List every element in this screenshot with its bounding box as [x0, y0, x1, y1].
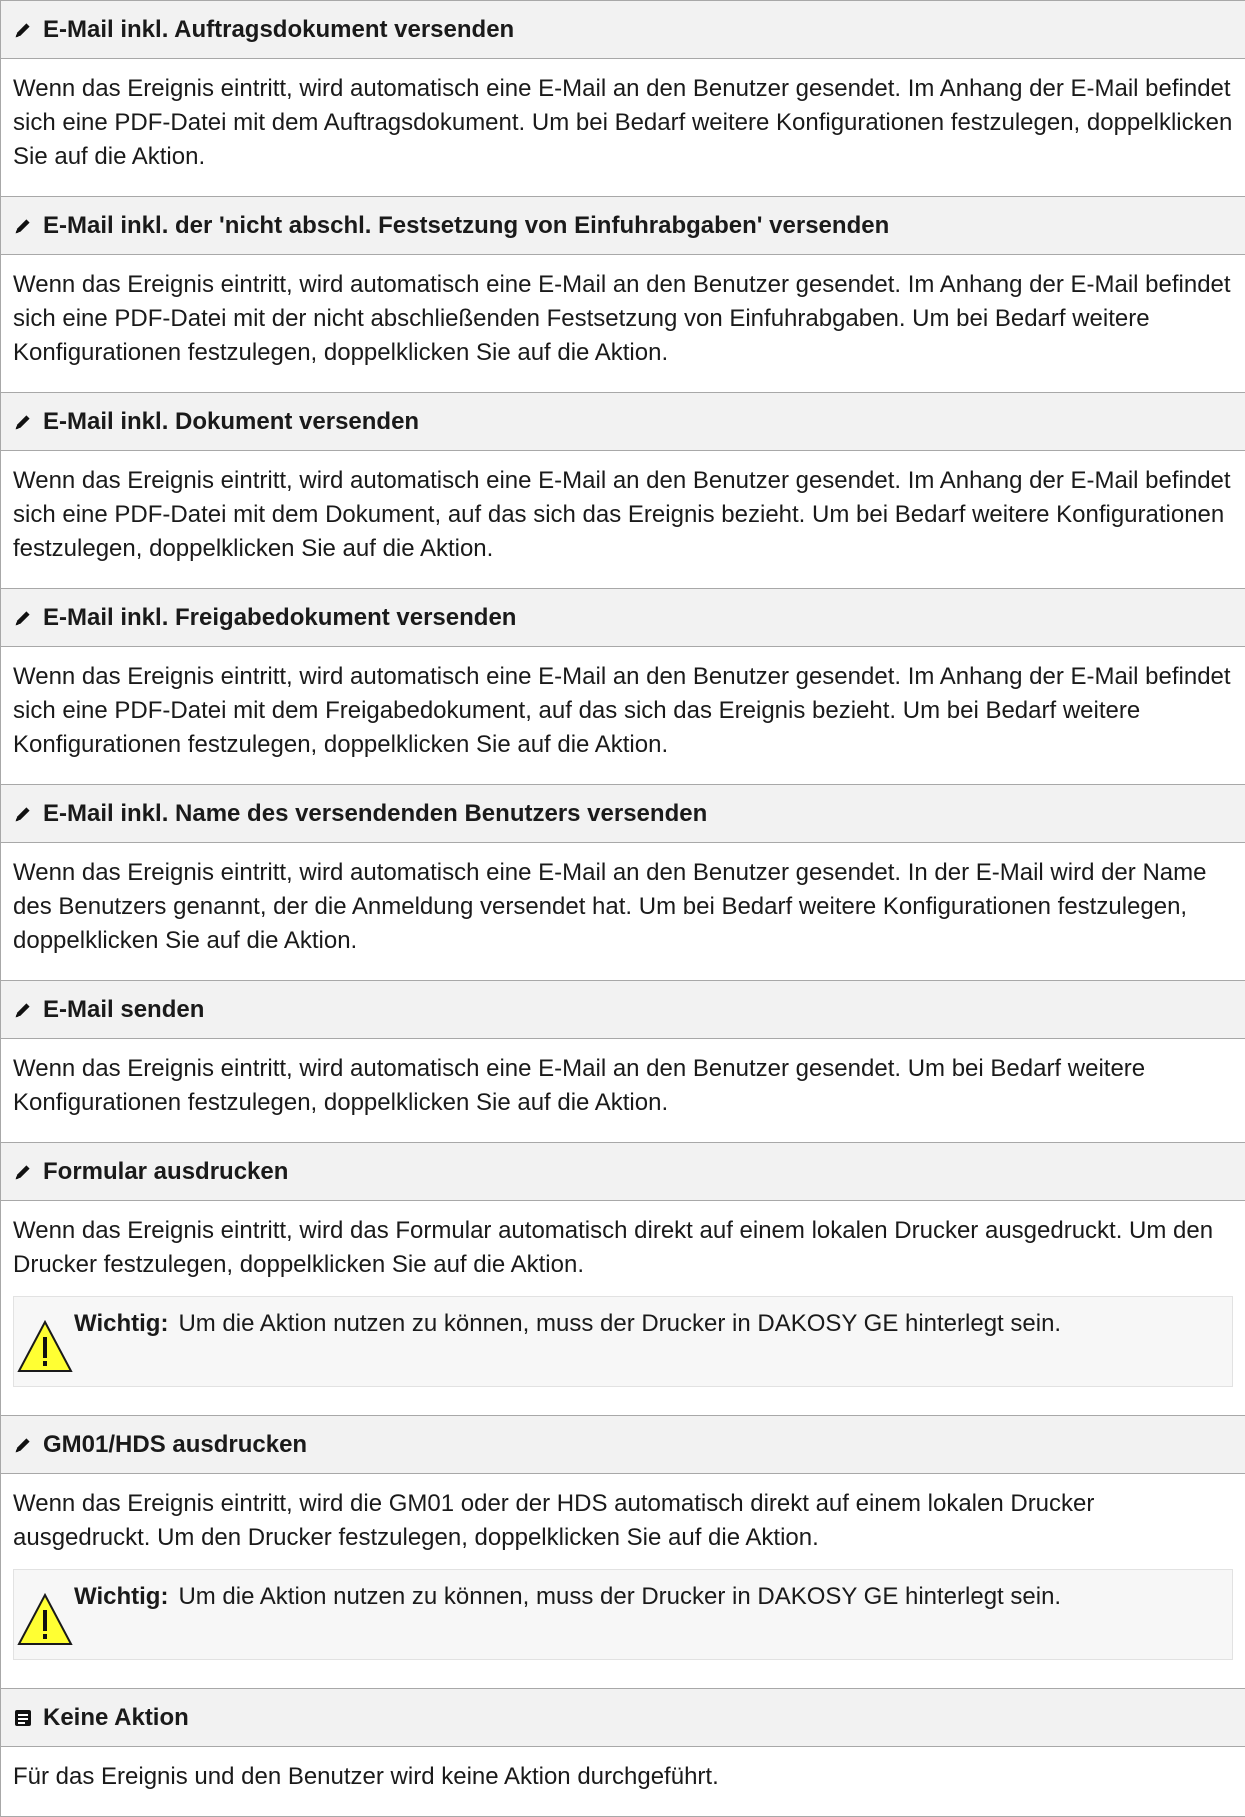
- action-header[interactable]: [1, 1143, 1245, 1201]
- pencil-icon: [13, 803, 35, 825]
- action-description: [1, 1039, 1245, 1143]
- action-description: [1, 1474, 1245, 1689]
- action-text: Wenn das Ereignis eintritt, wird automatisch eine E-Mail an den Benutzer gesendet. Im Anhang der E-Mail befindet sich eine PDF-Datei mit dem Auftragsdokument. Um bei Bedarf weitere Konfigurationen festzulegen, doppelklicken Sie auf die Aktion.: [13, 75, 1233, 170]
- action-header[interactable]: [1, 981, 1245, 1039]
- pencil-icon: [13, 411, 35, 433]
- action-title: E-Mail inkl. Name des versendenden Benutzers versenden: [43, 799, 708, 827]
- note-label: Wichtig:: [74, 1310, 169, 1337]
- action-description: [1, 255, 1245, 393]
- action-title: GM01/HDS ausdrucken: [43, 1430, 308, 1458]
- note-label: Wichtig:: [74, 1583, 169, 1610]
- warning-icon: [16, 1592, 74, 1648]
- action-header[interactable]: [1, 393, 1245, 451]
- important-note: [13, 1296, 1233, 1387]
- pencil-icon: [13, 607, 35, 629]
- warning-icon: [16, 1319, 74, 1375]
- action-title: Keine Aktion: [43, 1703, 189, 1731]
- pencil-icon: [13, 1434, 35, 1456]
- action-title: E-Mail inkl. Freigabedokument versenden: [43, 603, 517, 631]
- action-description: [1, 1201, 1245, 1416]
- action-text: Wenn das Ereignis eintritt, wird die GM01 oder der HDS automatisch direkt auf einem lokalen Drucker ausgedruckt. Um den Drucker festzulegen, doppelklicken Sie auf die Aktion.: [13, 1490, 1095, 1551]
- action-title: E-Mail senden: [43, 995, 205, 1023]
- action-description: [1, 1747, 1245, 1817]
- pencil-icon: [13, 999, 35, 1021]
- action-text: Wenn das Ereignis eintritt, wird automatisch eine E-Mail an den Benutzer gesendet. Im Anhang der E-Mail befindet sich eine PDF-Datei mit dem Freigabedokument, auf das sich das Ereignis bezieht. Um bei Bedarf weitere Konfigurationen festzulegen, doppelklicken Sie auf die Aktion.: [13, 663, 1231, 758]
- note-icon: [13, 1707, 35, 1729]
- action-description: [1, 59, 1245, 197]
- action-header[interactable]: [1, 1416, 1245, 1474]
- action-title: E-Mail inkl. Dokument versenden: [43, 407, 420, 435]
- note-text: Um die Aktion nutzen zu können, muss der Drucker in DAKOSY GE hinterlegt sein.: [178, 1310, 1062, 1337]
- note-text: Um die Aktion nutzen zu können, muss der Drucker in DAKOSY GE hinterlegt sein.: [178, 1583, 1062, 1610]
- pencil-icon: [13, 1161, 35, 1183]
- pencil-icon: [13, 19, 35, 41]
- action-text: Wenn das Ereignis eintritt, wird automatisch eine E-Mail an den Benutzer gesendet. In der E-Mail wird der Name des Benutzers genannt, der die Anmeldung versendet hat. Um bei Bedarf weitere Konfigurationen festzulegen, doppelklicken Sie auf die Aktion.: [13, 859, 1207, 954]
- important-note: [13, 1569, 1233, 1660]
- action-text: Wenn das Ereignis eintritt, wird automatisch eine E-Mail an den Benutzer gesendet. Im Anhang der E-Mail befindet sich eine PDF-Datei mit der nicht abschließenden Festsetzung von Einfuhrabgaben. Um bei Bedarf weitere Konfigurationen festzulegen, doppelklicken Sie auf die Aktion.: [13, 271, 1231, 366]
- action-description: [1, 647, 1245, 785]
- action-header[interactable]: [1, 197, 1245, 255]
- action-title: Formular ausdrucken: [43, 1157, 289, 1185]
- action-description: [1, 843, 1245, 981]
- action-text: Wenn das Ereignis eintritt, wird automatisch eine E-Mail an den Benutzer gesendet. Im Anhang der E-Mail befindet sich eine PDF-Datei mit dem Dokument, auf das sich das Ereignis bezieht. Um bei Bedarf weitere Konfigurationen festzulegen, doppelklicken Sie auf die Aktion.: [13, 467, 1231, 562]
- action-header[interactable]: [1, 589, 1245, 647]
- action-header[interactable]: [1, 785, 1245, 843]
- action-text: Für das Ereignis und den Benutzer wird keine Aktion durchgeführt.: [13, 1763, 719, 1790]
- action-title: E-Mail inkl. Auftragsdokument versenden: [43, 15, 515, 43]
- action-description: [1, 451, 1245, 589]
- action-header[interactable]: [1, 1, 1245, 59]
- action-text: Wenn das Ereignis eintritt, wird automatisch eine E-Mail an den Benutzer gesendet. Um bei Bedarf weitere Konfigurationen festzulegen, doppelklicken Sie auf die Aktion.: [13, 1055, 1146, 1116]
- action-header[interactable]: [1, 1689, 1245, 1747]
- pencil-icon: [13, 215, 35, 237]
- action-text: Wenn das Ereignis eintritt, wird das Formular automatisch direkt auf einem lokalen Drucker ausgedruckt. Um den Drucker festzulegen, doppelklicken Sie auf die Aktion.: [13, 1217, 1214, 1278]
- action-title: E-Mail inkl. der 'nicht abschl. Festsetzung von Einfuhrabgaben' versenden: [43, 211, 890, 239]
